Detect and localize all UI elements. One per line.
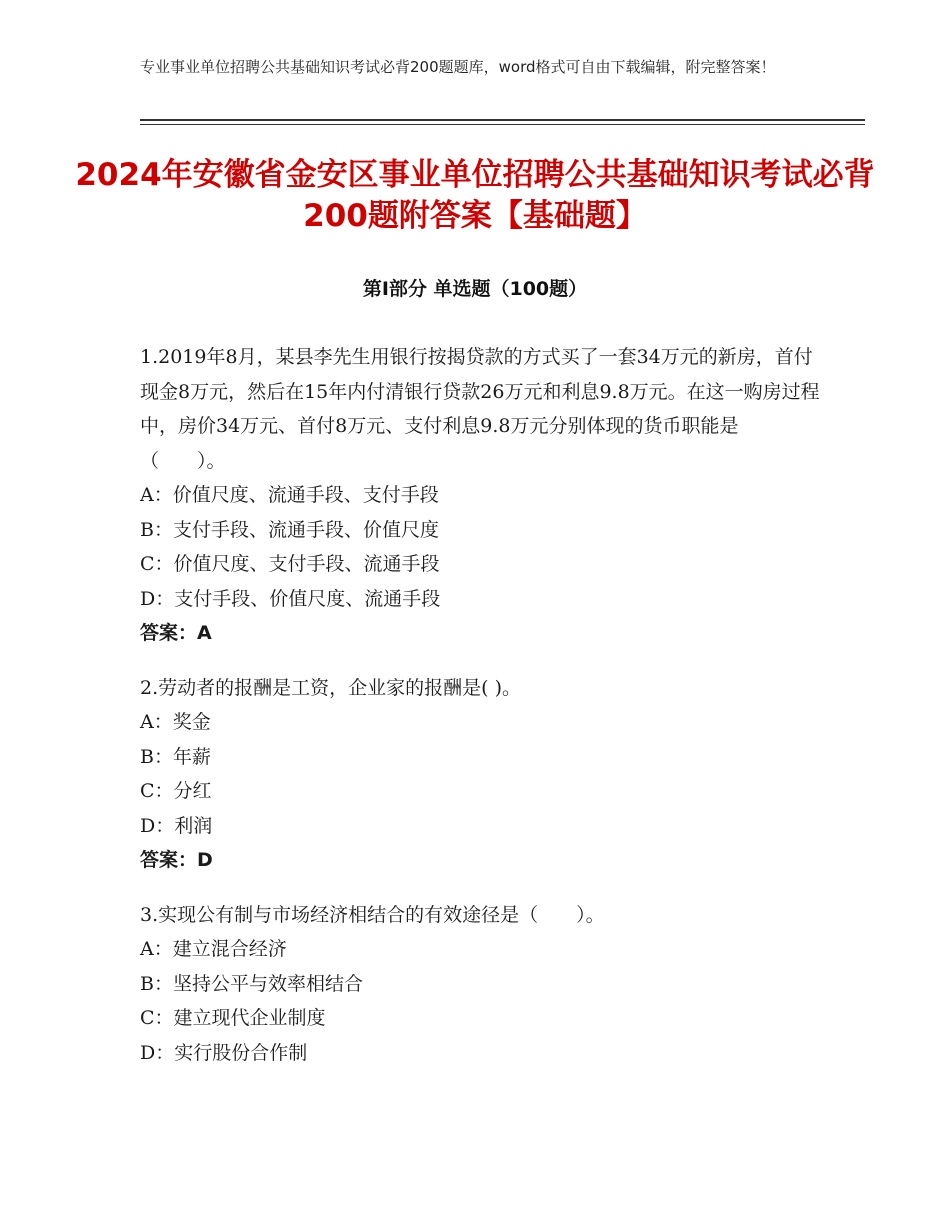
option-a: A：建立混合经济 [140,938,287,960]
document-title: 2024年安徽省金安区事业单位招聘公共基础知识考试必背200题附答案【基础题】 [75,157,875,234]
option-d: D：利润 [140,814,213,837]
option-b: B：坚持公平与效率相结合 [140,972,363,995]
header-rule-thick [140,119,865,121]
question-stem: 3.实现公有制与市场经济相结合的有效途径是（ ）。 [140,903,605,926]
question-2 [140,671,820,878]
option-c: C：分红 [140,780,212,802]
option-b: B：年薪 [140,745,211,768]
answer: 答案：A [140,622,212,644]
option-b: B：支付手段、流通手段、价值尺度 [140,518,439,541]
option-d: D：支付手段、价值尺度、流通手段 [140,587,441,610]
option-a: A：奖金 [140,711,211,733]
question-list [140,340,820,1090]
option-c: C：价值尺度、支付手段、流通手段 [140,553,440,575]
section-heading: 第Ⅰ部分 单选题（100题） [362,278,588,300]
answer: 答案：D [140,849,213,871]
question-1 [140,340,820,651]
question-3 [140,898,820,1071]
question-stem: 2.劳动者的报酬是工资，企业家的报酬是( )。 [140,676,521,699]
question-stem: 1.2019年8月，某县李先生用银行按揭贷款的方式买了一套34万元的新房，首付现金8万元，然后在15年内付清银行贷款26万元和利息9.8万元。在这一购房过程中，房价34万元、首付8万元、支付利息9.8万元分别体现的货币职能是（ ）。 [140,346,820,472]
option-d: D：实行股份合作制 [140,1041,308,1064]
option-c: C：建立现代企业制度 [140,1007,326,1029]
header-note: 专业事业单位招聘公共基础知识考试必背200题题库，word格式可自由下载编辑，附完整答案！ [140,58,776,76]
header-rule-thin [140,124,865,125]
option-a: A：价值尺度、流通手段、支付手段 [140,484,439,506]
